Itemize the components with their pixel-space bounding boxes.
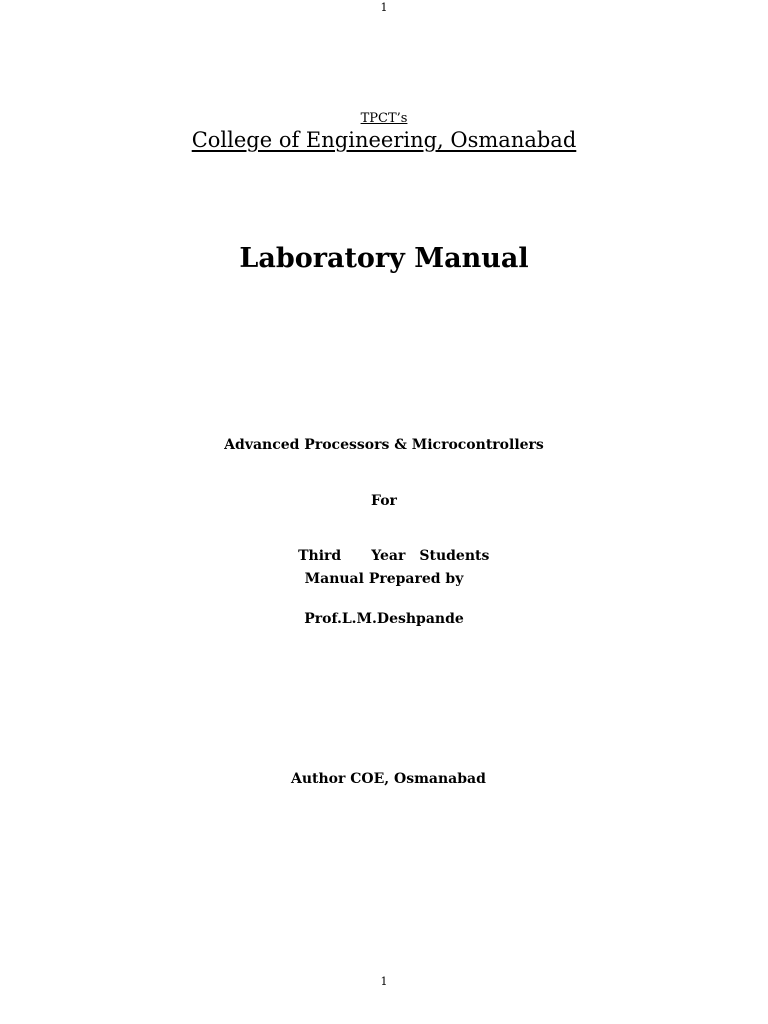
college-name: College of Engineering, Osmanabad (191, 128, 577, 152)
institution-prefix: TPCT’s (360, 111, 408, 126)
author-name: Prof.L.M.Deshpande (304, 611, 464, 627)
manual-title: Laboratory Manual (239, 243, 529, 274)
audience-word-third: Third (298, 548, 342, 564)
audience-word-students: Students (419, 548, 490, 564)
author-affiliation: Author COE, Osmanabad (291, 771, 486, 787)
subject-title: Advanced Processors & Microcontrollers (224, 437, 544, 453)
audience-word-year: Year (371, 548, 406, 564)
footer-page-number: 1 (380, 975, 388, 988)
for-label: For (371, 493, 397, 509)
header-page-number: 1 (380, 1, 388, 14)
prepared-by-label: Manual Prepared by (304, 571, 464, 587)
